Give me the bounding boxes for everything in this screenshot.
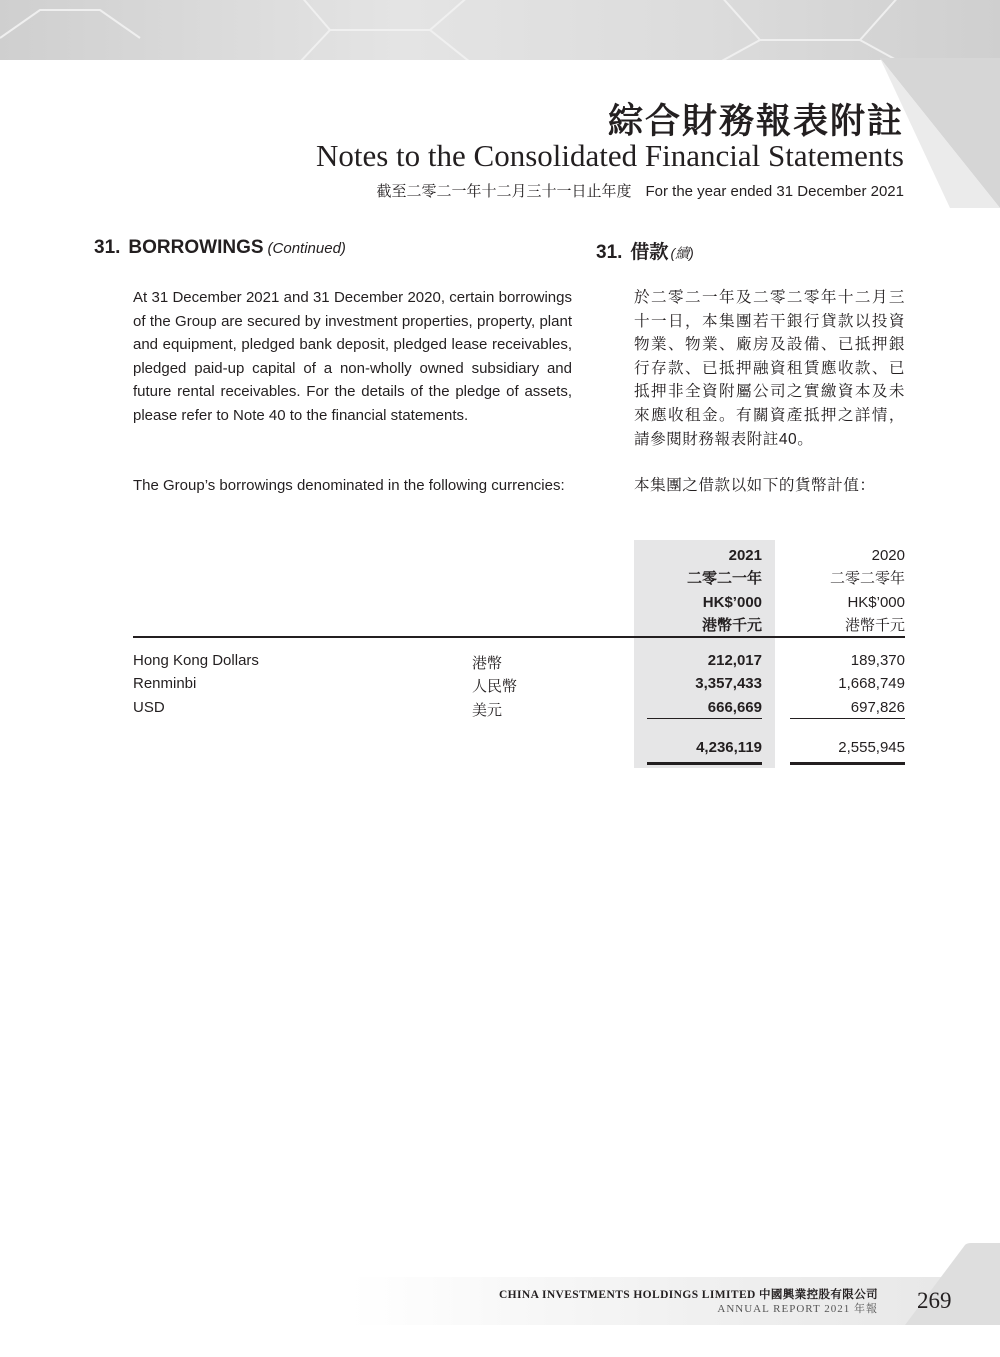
period-zh: 截至二零二一年十二月三十一日止年度 bbox=[376, 183, 632, 200]
total-2020: 2,555,945 bbox=[838, 739, 905, 756]
value-2021: 3,357,433 bbox=[695, 675, 762, 693]
continued-label-zh: (續) bbox=[670, 245, 694, 261]
currency-label-en: USD bbox=[133, 698, 165, 716]
column-year: 2020 bbox=[871, 547, 905, 564]
paragraph-currencies-en: The Group’s borrowings denominated in the following currencies: bbox=[133, 477, 565, 494]
column-year-zh: 二零二一年 bbox=[686, 570, 762, 588]
column-year-zh: 二零二零年 bbox=[829, 570, 905, 588]
period-en: For the year ended 31 December 2021 bbox=[645, 183, 904, 200]
currency-label-zh: 港幣 bbox=[472, 655, 503, 672]
subtotal-rule-2020 bbox=[790, 718, 905, 719]
value-2021: 212,017 bbox=[707, 652, 762, 669]
table-row bbox=[0, 648, 1000, 671]
currency-label-en: Renminbi bbox=[133, 675, 197, 693]
annual-report-label: ANNUAL REPORT 2021 年報 bbox=[717, 1303, 878, 1315]
currency-label-zh: 美元 bbox=[472, 701, 503, 719]
section-title-en: BORROWINGS bbox=[128, 237, 264, 258]
column-unit: HK$’000 bbox=[702, 593, 762, 611]
paragraph-currencies-zh: 本集團之借款以如下的貨幣計值： bbox=[634, 477, 876, 494]
column-header-2020 bbox=[790, 544, 905, 638]
section-number-zh: 31. bbox=[596, 242, 623, 263]
page-title-en: Notes to the Consolidated Financial Statements bbox=[315, 138, 904, 173]
continued-label-en: (Continued) bbox=[267, 240, 346, 257]
total-rule-2021 bbox=[647, 762, 762, 765]
total-2021: 4,236,119 bbox=[696, 739, 762, 756]
currency-label-en: Hong Kong Dollars bbox=[133, 652, 259, 669]
hexagon-pattern bbox=[0, 0, 1000, 60]
paragraph-pledge-en: At 31 December 2021 and 31 December 2020, certain borrowings of the Group are secured by investment properties, property, plant and equipment, pledged bank deposit, pledged lease receivables, pledged paid-up capital of a non-wholly owned subsidiary and future rental receivables. For the details of the pledge of assets, please refer to Note 40 to the financial statements. bbox=[133, 289, 572, 424]
column-header-2021 bbox=[634, 544, 762, 638]
section-heading-zh bbox=[596, 237, 694, 264]
value-2021: 666,669 bbox=[707, 698, 762, 716]
column-unit-zh: 港幣千元 bbox=[844, 617, 905, 635]
section-heading-en bbox=[94, 237, 346, 259]
company-name: CHINA INVESTMENTS HOLDINGS LIMITED 中國興業控股有限公司 bbox=[498, 1289, 878, 1301]
paragraph-pledge-zh: 於二零二一年及二零二零年十二月三十一日，本集團若干銀行貸款以投資物業、物業、廠房及設備、已抵押銀行存款、已抵押融資租賃應收款、已抵押非全資附屬公司之實繳資本及未來應收租金。有關資產抵押之詳情，請參閱財務報表附註40。 bbox=[634, 289, 905, 448]
page-number: 269 bbox=[917, 1288, 952, 1313]
column-year: 2021 bbox=[728, 547, 762, 564]
table-row bbox=[0, 695, 1000, 718]
value-2020: 189,370 bbox=[850, 652, 905, 669]
subtotal-rule-2021 bbox=[647, 718, 762, 719]
value-2020: 697,826 bbox=[850, 698, 905, 716]
table-row bbox=[0, 671, 1000, 694]
currency-label-zh: 人民幣 bbox=[472, 678, 518, 696]
section-title-zh: 借款 bbox=[630, 242, 669, 263]
page-title-zh: 綜合財務報表附註 bbox=[607, 101, 904, 142]
reporting-period bbox=[376, 180, 904, 201]
value-2020: 1,668,749 bbox=[838, 675, 905, 693]
column-unit-zh: 港幣千元 bbox=[701, 617, 762, 635]
table-header-rule bbox=[133, 636, 905, 638]
total-rule-2020 bbox=[790, 762, 905, 765]
section-number-en: 31. bbox=[94, 237, 121, 258]
column-unit: HK$’000 bbox=[847, 593, 905, 611]
